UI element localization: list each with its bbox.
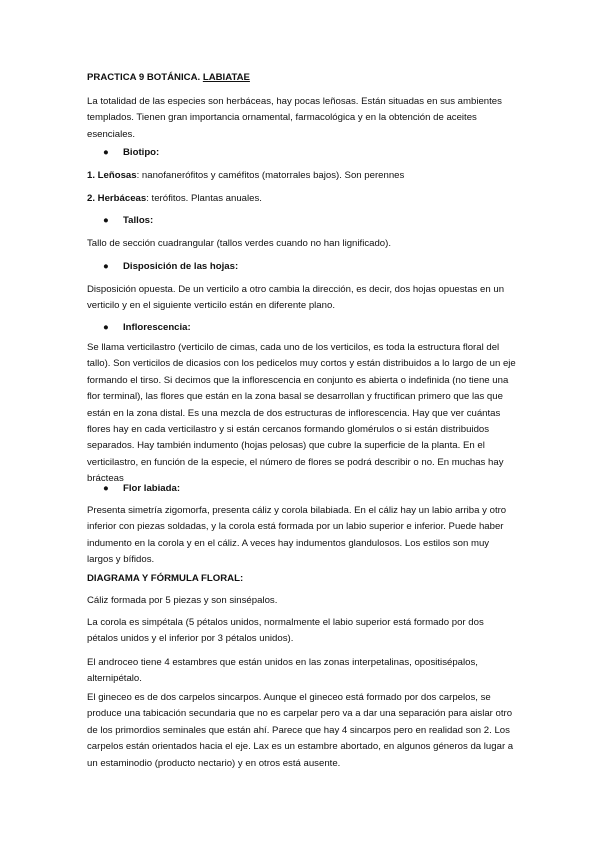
hojas-heading: Disposición de las hojas: [123, 261, 239, 272]
bullet-inflorescencia [103, 320, 191, 336]
inflorescencia-paragraph: Se llama verticilastro (verticilo de cimas, cada uno de los verticilos, es toda la estructura floral del tallo). Son verticilos de dicasios con los pedicelos muy cortos y están distribuidos a lo largo de un eje formando el tirso. Si decimos que la inflorescencia en conjunto es abierta o indefinida (no tiene una flor terminal), las flores que están en la zona basal se desarrollan y fructifican primero que las que están en la zona distal. Es una mezcla de dos estructuras de inflorescencia. Hay que ver cuántas flores hay en cada verticilastro y si están cercanos formando glomérulos o si están distribuidos separados. Hay también indumento (hojas pelosas) que cubre la superficie de la planta. En el verticilastro, en función de la especie, el número de flores se podrá describir o no. En muchas hay brácteas [87, 342, 516, 485]
diagrama-heading: DIAGRAMA Y FÓRMULA FLORAL: [87, 573, 244, 584]
diagrama-paragraph-4: El gineceo es de dos carpelos sincarpos. Aunque el gineceo está formado por dos carpelos, se produce una tabicación secundaria que no es carpelar pero va a dar una separación para aislar otro de los primordios seminales que están ahí. Parece que hay 4 sincarpos pero en realidad son 2. Los carpelos están orientados hacia el eje. Lax es un estambre abortado, en algunos géneros da lugar a un estaminodio (producto nectario) y en otros está ausente. [87, 692, 514, 769]
bullet-hojas [103, 259, 238, 275]
item-label: 2. Herbáceas [87, 193, 147, 204]
biotipo-item-2 [87, 191, 517, 207]
bullet-biotipo [103, 145, 159, 161]
tallos-paragraph: Tallo de sección cuadrangular (tallos verdes cuando no han lignificado). [87, 238, 391, 249]
diagrama-paragraph-1: Cáliz formada por 5 piezas y son sinsépalos. [87, 595, 278, 606]
bullet-icon: ● [103, 261, 109, 272]
inflorescencia-heading: Inflorescencia: [123, 322, 191, 333]
biotipo-item-1 [87, 168, 517, 184]
bullet-flor [103, 481, 180, 497]
bullet-icon: ● [103, 483, 109, 494]
item-label: 1. Leñosas [87, 170, 137, 181]
intro-paragraph: La totalidad de las especies son herbáceas, hay pocas leñosas. Están situadas en sus ambientes templados. Tienen gran importancia ornamental, farmacológica y en la obtención de aceites esenciales. [87, 96, 502, 140]
tallos-heading: Tallos: [123, 215, 154, 226]
title-family-name: LABIATAE [202, 72, 250, 83]
bullet-icon: ● [103, 215, 109, 226]
document-title [87, 70, 517, 86]
title-text: PRACTICA 9 BOTÁNICA. [87, 72, 203, 83]
item-text: : terófitos. Plantas anuales. [146, 193, 262, 204]
bullet-tallos [103, 213, 153, 229]
diagrama-paragraph-3: El androceo tiene 4 estambres que están unidos en las zonas interpetalinas, opositisépalos, alternipétalo. [87, 657, 478, 685]
item-text: : nanofanerófitos y caméfitos (matorrales bajos). Son perennes [136, 170, 405, 181]
flor-heading: Flor labiada: [123, 483, 181, 494]
diagrama-paragraph-2: La corola es simpétala (5 pétalos unidos, normalmente el labio superior está formado por dos pétalos unidos y el inferior por 3 pétalos unidos). [87, 617, 484, 645]
hojas-paragraph: Disposición opuesta. De un verticilo a otro cambia la dirección, es decir, dos hojas opuestas en un verticilo y en el siguiente verticilo están en diferente plano. [87, 284, 505, 312]
flor-paragraph: Presenta simetría zigomorfa, presenta cáliz y corola bilabiada. En el cáliz hay un labio arriba y otro inferior con piezas soldadas, y la corola está formada por un labio superior e inferior. Puede haber indumento en la corola y en el cáliz. A veces hay indumentos glandulosos. Los estilos son muy largos y bífidos. [87, 505, 507, 566]
bullet-icon: ● [103, 322, 109, 333]
bullet-icon: ● [103, 147, 109, 158]
biotipo-heading: Biotipo: [123, 147, 160, 158]
